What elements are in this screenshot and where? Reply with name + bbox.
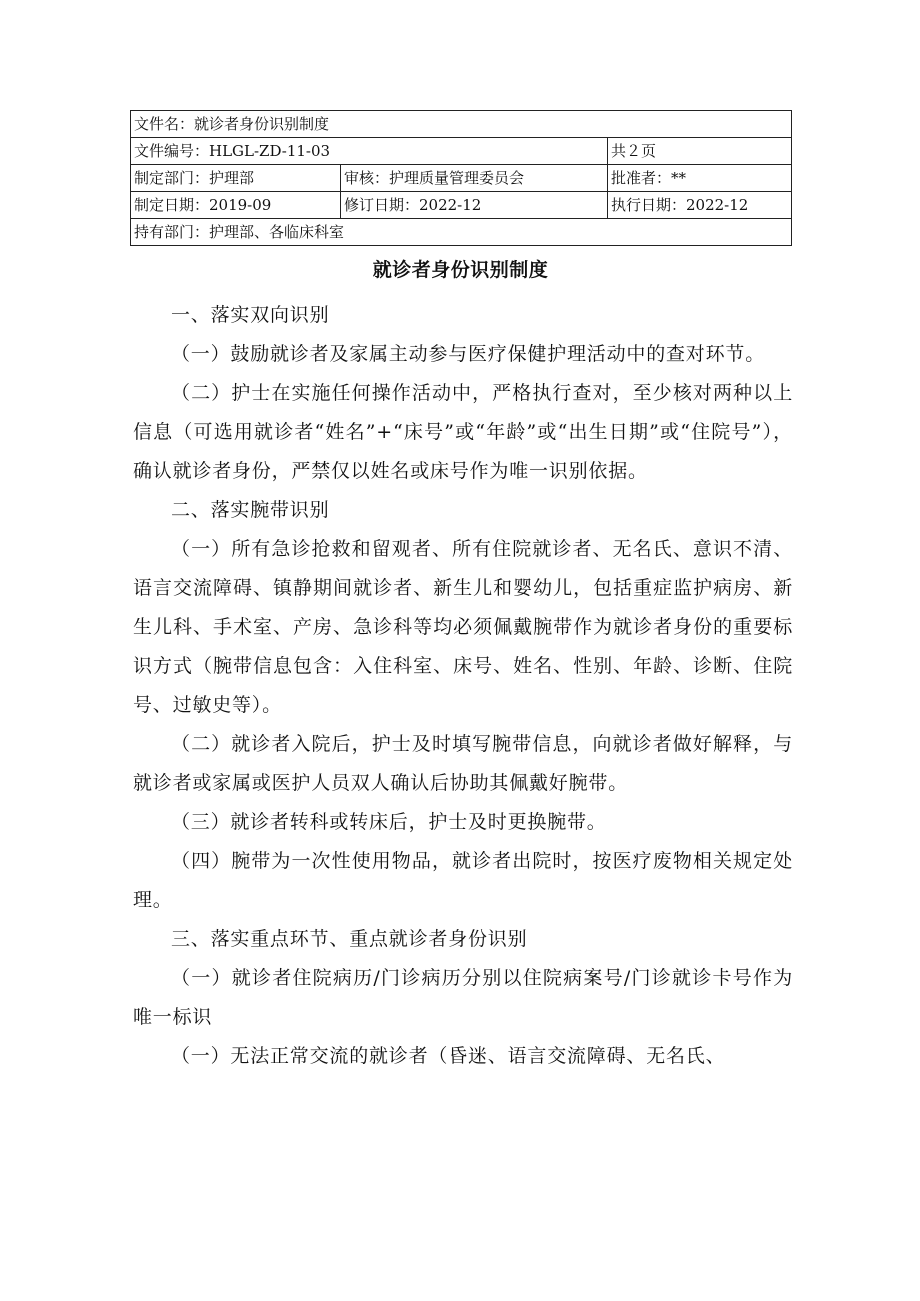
section-heading: 二、落实腕带识别 [171,499,330,521]
table-row [131,138,792,165]
file-name-cell: 文件名：就诊者身份识别制度 [131,111,792,138]
page-count-cell: 共２页 [608,138,792,165]
reviewer-cell: 审核：护理质量管理委员会 [341,165,608,192]
paragraph: （二）护士在实施任何操作活动中，严格执行查对，至少核对两种以上信息（可选用就诊者“姓名”+“床号”或“年龄”或“出生日期”或“住院号”），确认就诊者身份，严禁仅以姓名或床号作为唯一识别依据。 [133,382,793,482]
paragraph: （一）鼓励就诊者及家属主动参与医疗保健护理活动中的查对环节。 [171,343,766,365]
effective-date-cell: 执行日期：2022-12 [608,192,792,219]
table-row [131,219,792,246]
section-heading: 三、落实重点环节、重点就诊者身份识别 [171,928,528,950]
approver-cell: 批准者：** [608,165,792,192]
section-heading: 一、落实双向识别 [171,304,330,326]
paragraph: （四）腕带为一次性使用物品，就诊者出院时，按医疗废物相关规定处理。 [133,850,793,911]
revised-date-cell: 修订日期：2022-12 [341,192,608,219]
table-row [131,111,792,138]
document-title: 就诊者身份识别制度 [372,259,549,281]
paragraph: （一）所有急诊抢救和留观者、所有住院就诊者、无名氏、意识不清、语言交流障碍、镇静期间就诊者、新生儿和婴幼儿，包括重症监护病房、新生儿科、手术室、产房、急诊科等均必须佩戴腕带作为就诊者身份的重要标识方式（腕带信息包含：入住科室、床号、姓名、性别、年龄、诊断、住院号、过敏史等）。 [133,538,793,716]
paragraph: （一）就诊者住院病历/门诊病历分别以住院病案号/门诊就诊卡号作为唯一标识 [133,967,793,1028]
paragraph: （一）无法正常交流的就诊者（昏迷、语言交流障碍、无名氏、 [171,1045,726,1067]
document-body [133,296,793,1076]
document-control-table [130,110,792,246]
holder-departments-cell: 持有部门：护理部、各临床科室 [131,219,792,246]
paragraph: （三）就诊者转科或转床后，护士及时更换腕带。 [171,811,607,833]
created-date-cell: 制定日期：2019-09 [131,192,341,219]
paragraph: （二）就诊者入院后，护士及时填写腕带信息，向就诊者做好解释，与就诊者或家属或医护人员双人确认后协助其佩戴好腕带。 [133,733,793,794]
table-row [131,165,792,192]
file-number-cell: 文件编号：HLGL-ZD-11-03 [131,138,608,165]
table-row [131,192,792,219]
department-cell: 制定部门：护理部 [131,165,341,192]
